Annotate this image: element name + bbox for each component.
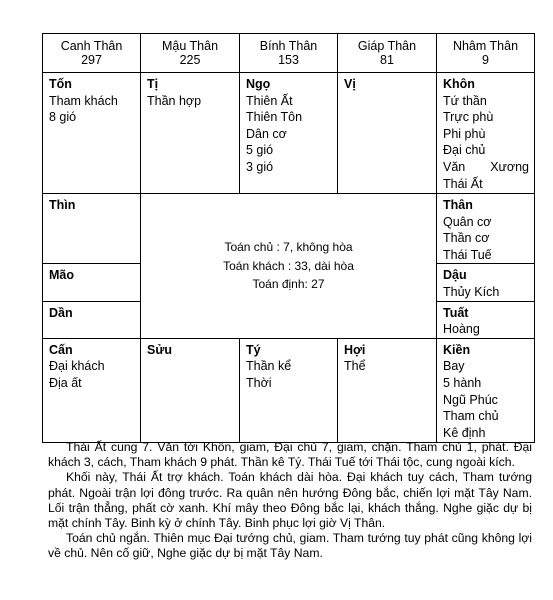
palace-line: Ngũ Phúc bbox=[443, 392, 498, 407]
palace-line: Thủy Kích bbox=[443, 284, 500, 299]
palace-title: Thìn bbox=[49, 198, 76, 212]
palace-line: Thể bbox=[344, 359, 366, 374]
palace-line: Tham khách bbox=[49, 93, 118, 108]
palace-line: Thời bbox=[246, 375, 272, 390]
commentary-paragraph: Thái Ất cung 7. Văn tới Khôn, giam, Đại chủ 7, giam, chặn. Tham chủ 1, phát. Đại khách 3, cách, Tham khách 9 phát. Thần kê Tý. Thái Tuế tới Thái tộc, cung ngoài kích. bbox=[48, 440, 532, 470]
palace-line: Thái Tuế bbox=[443, 247, 492, 262]
palace-line: Tham chủ bbox=[443, 409, 499, 424]
header-value: 153 bbox=[278, 53, 299, 67]
palace-line: Quân cơ bbox=[443, 214, 492, 229]
palace-line: 3 gió bbox=[246, 159, 274, 174]
header-cell bbox=[240, 34, 338, 73]
header-cell bbox=[141, 34, 240, 73]
palace-ngo bbox=[240, 73, 338, 194]
header-value: 297 bbox=[81, 53, 102, 67]
palace-mao bbox=[43, 264, 141, 301]
header-value: 9 bbox=[482, 53, 489, 67]
palace-line: 8 gió bbox=[49, 110, 77, 125]
palace-title: Tị bbox=[147, 77, 159, 91]
palace-title: Sửu bbox=[147, 342, 173, 357]
palace-title: Thân bbox=[443, 198, 473, 212]
palace-title: Ngọ bbox=[246, 77, 271, 91]
palace-hoi bbox=[338, 338, 437, 442]
header-value: 225 bbox=[179, 53, 201, 67]
header-value: 81 bbox=[380, 53, 394, 67]
palace-line: Thần kể bbox=[246, 359, 292, 374]
palace-title: Vị bbox=[344, 77, 356, 91]
palace-khon bbox=[437, 73, 535, 194]
palace-line: Hoàng bbox=[443, 322, 480, 337]
palace-line: Trực phù bbox=[443, 110, 494, 125]
header-name: Mậu Thân bbox=[161, 39, 219, 53]
header-cell bbox=[43, 34, 141, 73]
palace-line: Kê định bbox=[443, 425, 486, 440]
palace-ti bbox=[141, 73, 240, 194]
palace-tuat bbox=[437, 301, 535, 338]
palace-line: Thái Ất bbox=[443, 176, 483, 191]
palace-vi bbox=[338, 73, 437, 194]
palace-line: Địa ất bbox=[49, 375, 82, 390]
header-name: Canh Thân bbox=[60, 39, 123, 53]
center-line: Toán chủ : 7, không hòa bbox=[224, 240, 353, 255]
header-cell bbox=[437, 34, 535, 73]
center-summary bbox=[141, 194, 437, 339]
commentary-paragraph: Toán chủ ngắn. Thiên mục Đại tướng chủ, giam. Tham tướng tuy phát cũng không lợi về chủ. Nên cố giữ, Nghe giặc dự bị mặt Tây Nam. bbox=[48, 531, 532, 561]
palace-line: Thần cơ bbox=[443, 231, 490, 246]
palace-title: Tý bbox=[246, 342, 261, 357]
palace-than bbox=[437, 194, 535, 264]
palace-grid bbox=[42, 33, 535, 443]
center-line: Toán khách : 33, dài hòa bbox=[223, 258, 354, 273]
palace-line-left: Văn bbox=[443, 159, 466, 174]
palace-kien bbox=[437, 338, 535, 442]
palace-title: Cấn bbox=[49, 342, 73, 357]
palace-line: Thiên Tôn bbox=[246, 110, 303, 125]
header-name: Giáp Thân bbox=[357, 39, 417, 53]
palace-dau bbox=[437, 264, 535, 301]
palace-line-right: Xương bbox=[490, 159, 529, 174]
palace-dan bbox=[43, 301, 141, 338]
palace-line: Dân cơ bbox=[246, 126, 287, 141]
commentary-paragraph: Khối này, Thái Ất trợ khách. Toán khách dài hòa. Đại khách tuy cách, Tham tướng phát. Ngoài trận lợi đông trước. Ra quân nên hướng Đông bắc, chiến lợi mặt Tây Nam. Lối trận thẳng, phất cờ xanh. Khí mây theo Đông bắc lại, khách thắng. Nghe giặc dự bị mặt chính Tây. Binh kỳ ở chính Tây. Binh phục lợi giờ Vị Thân. bbox=[48, 470, 532, 531]
palace-suu bbox=[141, 338, 240, 442]
palace-thin bbox=[43, 194, 141, 264]
palace-line: Đại chủ bbox=[443, 143, 486, 158]
palace-title: Dần bbox=[49, 305, 73, 320]
palace-title: Tốn bbox=[49, 77, 72, 91]
palace-can bbox=[43, 338, 141, 442]
palace-line: Thiên Ất bbox=[246, 93, 293, 108]
palace-line: Phi phù bbox=[443, 126, 486, 141]
header-name: Nhâm Thân bbox=[452, 39, 519, 53]
header-name: Bính Thân bbox=[259, 39, 318, 53]
bottom-row bbox=[43, 338, 535, 442]
palace-line: Thần hợp bbox=[147, 93, 202, 108]
palace-line: 5 hành bbox=[443, 375, 482, 390]
palace-title: Kiền bbox=[443, 342, 471, 357]
middle-row-1 bbox=[43, 194, 535, 264]
palace-title: Khôn bbox=[443, 77, 475, 91]
top-row bbox=[43, 73, 535, 194]
palace-line: Tứ thần bbox=[443, 93, 487, 108]
palace-ty bbox=[240, 338, 338, 442]
palace-line: Đại khách bbox=[49, 359, 105, 374]
center-line: Toán định: 27 bbox=[252, 277, 325, 292]
commentary-text bbox=[48, 440, 532, 562]
palace-title: Dậu bbox=[443, 268, 467, 283]
palace-line-split bbox=[443, 159, 529, 176]
palace-title: Hợi bbox=[344, 342, 366, 357]
palace-line: Bay bbox=[443, 359, 465, 374]
palace-line: 5 gió bbox=[246, 143, 274, 158]
palace-title: Mão bbox=[49, 268, 74, 283]
palace-title: Tuất bbox=[443, 305, 469, 320]
header-row bbox=[43, 34, 535, 73]
palace-ton bbox=[43, 73, 141, 194]
header-cell bbox=[338, 34, 437, 73]
